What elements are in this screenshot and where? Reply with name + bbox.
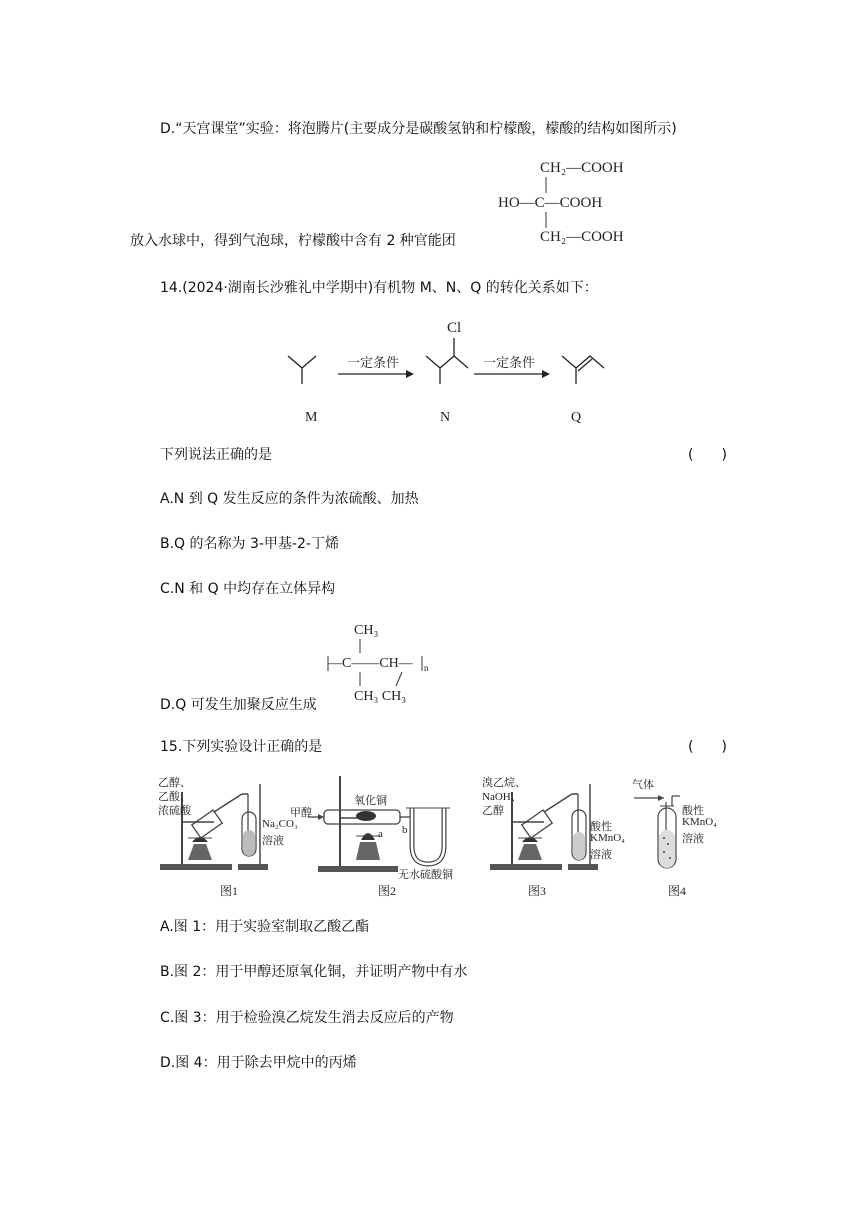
polymer-subscript: n: [424, 663, 429, 673]
molecule-q: [562, 356, 604, 384]
label-n: N: [440, 410, 451, 425]
fig4-solution-2: KMnO₄: [682, 816, 718, 828]
chlorine-label: Cl: [447, 320, 462, 336]
q15-answer-paren: ( ): [688, 739, 727, 755]
fig2-label-a: a: [378, 828, 383, 840]
figure-1-esterification: [158, 772, 298, 900]
polymer-bottom: CH₃ CH₃: [354, 689, 407, 704]
fig2-caption: 图2: [378, 884, 397, 898]
arrow2-condition: 一定条件: [483, 355, 536, 370]
fig4-caption: 图4: [668, 884, 687, 898]
fig1-solution-label: 溶液: [262, 834, 284, 847]
q14-answer-paren: ( ): [688, 447, 727, 463]
citric-row2: HO—C—COOH: [498, 195, 603, 211]
q15-option-c: C.图 3：用于检验溴乙烷发生消去反应后的产物: [160, 1010, 454, 1026]
q14-option-b: B.Q 的名称为 3-甲基-2-丁烯: [160, 536, 339, 552]
fig3-solution-2: KMnO₄: [590, 832, 626, 844]
q14-prompt: 下列说法正确的是: [160, 447, 272, 463]
label-q: Q: [571, 410, 582, 425]
fig1-caption: 图1: [220, 884, 239, 898]
arrow1-condition: 一定条件: [347, 355, 400, 370]
molecule-m: [288, 356, 316, 384]
fig3-solution-3: 溶液: [590, 848, 612, 861]
fig2-bottom-label: 无水硫酸铜: [398, 868, 453, 881]
figure-2-cuo-reduction: [290, 768, 468, 900]
fig3-reagent-1: 溴乙烷、: [482, 776, 526, 789]
polymer-structure: [326, 618, 446, 710]
q15-option-b: B.图 2：用于甲醇还原氧化铜，并证明产物中有水: [160, 964, 468, 980]
q15-stem: 15.下列实验设计正确的是: [160, 739, 323, 755]
citric-row1: CH₂—COOH: [540, 160, 624, 176]
fig2-inlet-label: 甲醇: [290, 806, 312, 819]
q14-reaction-scheme: [280, 312, 610, 430]
molecule-n: [426, 338, 468, 384]
citric-row3: CH₂—COOH: [540, 229, 624, 245]
q15-option-d: D.图 4：用于除去甲烷中的丙烯: [160, 1055, 357, 1071]
fig3-reagent-2: NaOH、: [482, 791, 522, 803]
fig1-reagent-2: 乙酸、: [158, 790, 191, 803]
citric-acid-structure: [492, 150, 652, 246]
q13-option-d-line2: 放入水球中，得到气泡球，柠檬酸中含有 2 种官能团: [130, 233, 456, 249]
fig4-solution-3: 溶液: [682, 832, 704, 845]
q14-option-d: D.Q 可发生加聚反应生成: [160, 697, 317, 713]
fig2-label-b: b: [402, 824, 408, 836]
fig2-top-label: 氧化铜: [354, 794, 387, 807]
q14-option-a: A.N 到 Q 发生反应的条件为浓硫酸、加热: [160, 491, 419, 507]
figure-3-elimination-test: [482, 772, 630, 900]
polymer-middle: —C——CH—: [328, 656, 413, 671]
fig1-solution-formula: Na₂CO₃: [262, 818, 298, 830]
q13-option-d-line1: D.“天宫课堂”实验：将泡腾片(主要成分是碳酸氢钠和柠檬酸，檬酸的结构如图所示): [160, 121, 677, 137]
fig4-solution-1: 酸性: [682, 804, 704, 817]
label-m: M: [305, 410, 318, 425]
fig3-caption: 图3: [528, 884, 547, 898]
figure-4-gas-washing: [630, 772, 730, 900]
q14-stem: 14.(2024·湖南长沙雅礼中学期中)有机物 M、N、Q 的转化关系如下：: [160, 280, 598, 296]
fig3-solution-1: 酸性: [590, 820, 612, 833]
fig3-reagent-3: 乙醇: [482, 804, 504, 817]
fig1-reagent-3: 浓硫酸: [158, 804, 191, 817]
polymer-top: CH₃: [354, 623, 379, 638]
fig4-gas-label: 气体: [632, 778, 654, 791]
q14-option-c: C.N 和 Q 中均存在立体异构: [160, 581, 336, 597]
q15-option-a: A.图 1：用于实验室制取乙酸乙酯: [160, 919, 370, 935]
fig1-reagent-1: 乙醇、: [158, 776, 191, 789]
